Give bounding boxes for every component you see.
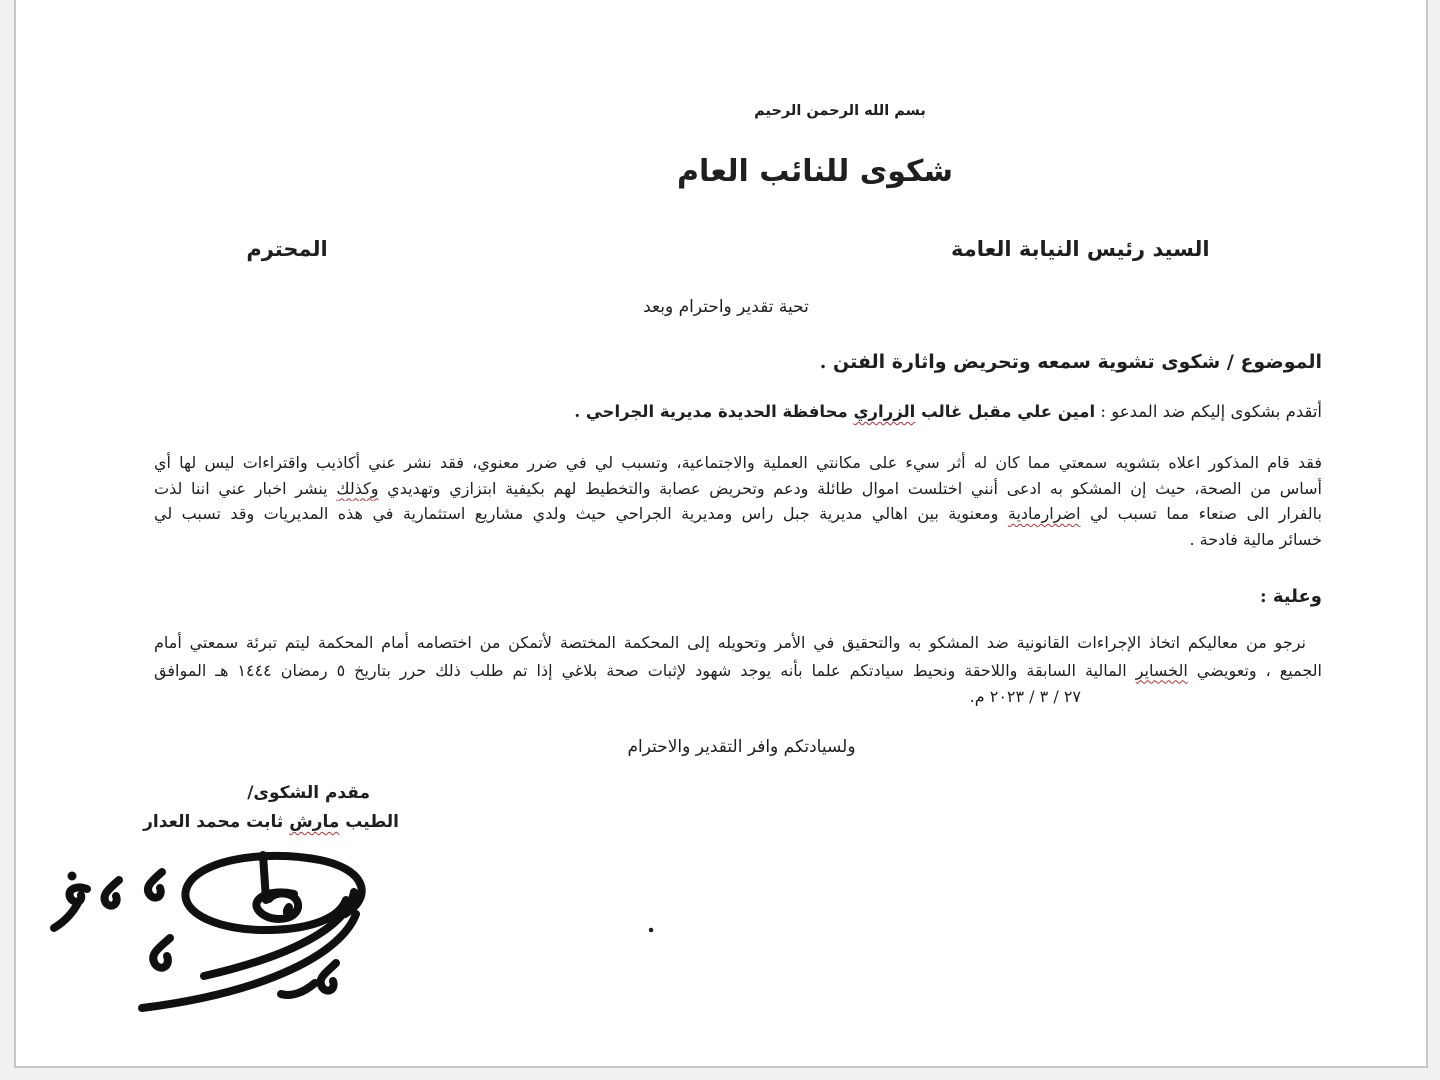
misspelled-word-wakathalik: وكذلك xyxy=(336,478,379,498)
complainant-name xyxy=(143,811,399,834)
greeting-line: تحية تقدير واحترام وبعد xyxy=(643,297,809,317)
paragraph1-line2-rest-text: ينشر اخبار عني اننا لذت xyxy=(154,478,337,498)
paragraph2-line2 xyxy=(154,657,1322,685)
handwritten-signature xyxy=(42,850,382,1020)
paragraph2-line1: نرجو من معاليكم اتخاذ الإجراءات القانونية ضد المشكو به والتحقيق في الأمر وتحويله إلى المحكمة المختصة لأتمكن من اختصامه أمام المحكمة ليتم تبرئة سمعتي أمام xyxy=(154,633,1306,652)
paragraph1-line3 xyxy=(154,501,1322,527)
complainant-name-rest-text: ثابت محمد العدار xyxy=(143,812,290,832)
body-paragraph-2 xyxy=(154,629,1322,684)
subject-line: الموضوع / شكوى تشوية سمعه وتحريض واثارة الفتن . xyxy=(819,351,1322,373)
complainant-name-text: الطيب xyxy=(339,812,399,832)
paragraph2-line2-text: الجميع ، وتعويضي xyxy=(1187,660,1322,680)
complainant-label: مقدم الشكوى/ xyxy=(247,783,370,803)
misspelled-word-marsh: مارش xyxy=(289,812,340,832)
misspelled-word-alkhasayir: الخساير xyxy=(1135,660,1188,680)
misspelled-word-alzarari: الزراري xyxy=(853,402,916,421)
document-title: شكوى للنائب العام xyxy=(677,154,953,189)
misspelled-word-adrarmadiya: اضرارمادية xyxy=(1007,504,1081,523)
body-paragraph-1 xyxy=(154,450,1322,552)
paragraph1-line2-text: أساس من الصحة، حيث إن المشكو به ادعى أنني اختلست اموال طائلة ودعم وتحريض عصابة والتخطيط لهم بكيفية ابتزازي وتهديدي xyxy=(378,478,1322,498)
honorific-label: المحترم xyxy=(246,236,328,261)
closing-line: ولسيادتكم وافر التقدير والاحترام xyxy=(627,737,856,757)
defendant-intro-text: أتقدم بشكوى إليكم ضد المدعو : xyxy=(1095,402,1322,421)
document-page xyxy=(14,0,1428,1068)
stray-period-dot: . xyxy=(646,909,656,938)
date-line: ٢٧ / ٣ / ٢٠٢٣ م. xyxy=(969,687,1081,706)
paragraph1-line3-text: بالفرار الى صنعاء مما تسبب لي xyxy=(1080,504,1322,523)
paragraph2-line2-rest-text: المالية السابقة واللاحقة ونحيط سيادتكم علما بأنه يوجد شهود لإثبات صحة بلاغي إذا تم طلب ذلك حرر بتاريخ ٥ رمضان ١٤٤٤ هـ الموافق xyxy=(154,660,1136,680)
paragraph1-line2 xyxy=(154,476,1322,502)
paragraph1-line3-rest-text: ومعنوية بين اهالي مديرية جبل راس ومديرية الجراحي حيث ولدي مشاريع استثمارية في هذه المديريات وقد تسبب لي xyxy=(154,504,1008,523)
paragraph1-line4: خسائر مالية فادحة . xyxy=(1189,529,1322,549)
signature-scribble-icon xyxy=(42,850,382,1020)
bismillah-line: بسم الله الرحمن الرحيم xyxy=(754,102,926,119)
addressee-line: السيد رئيس النيابة العامة xyxy=(951,236,1210,261)
defendant-name-text: امين علي مقبل غالب xyxy=(915,402,1096,421)
paragraph1-line1: فقد قام المذكور اعلاه بتشويه سمعتي مما كان له أثر سيء على مكانتي العملية والاجتماعية، وتسبب لي في ضرر معنوي، فقد نشر عني أكاذيب واقتراءات ليس لها أي xyxy=(154,453,1322,472)
defendant-name-rest-text: محافظة الحديدة مديرية الجراحي . xyxy=(574,402,854,421)
waalayh-heading: وعلية : xyxy=(1259,586,1322,607)
defendant-line xyxy=(574,401,1322,423)
